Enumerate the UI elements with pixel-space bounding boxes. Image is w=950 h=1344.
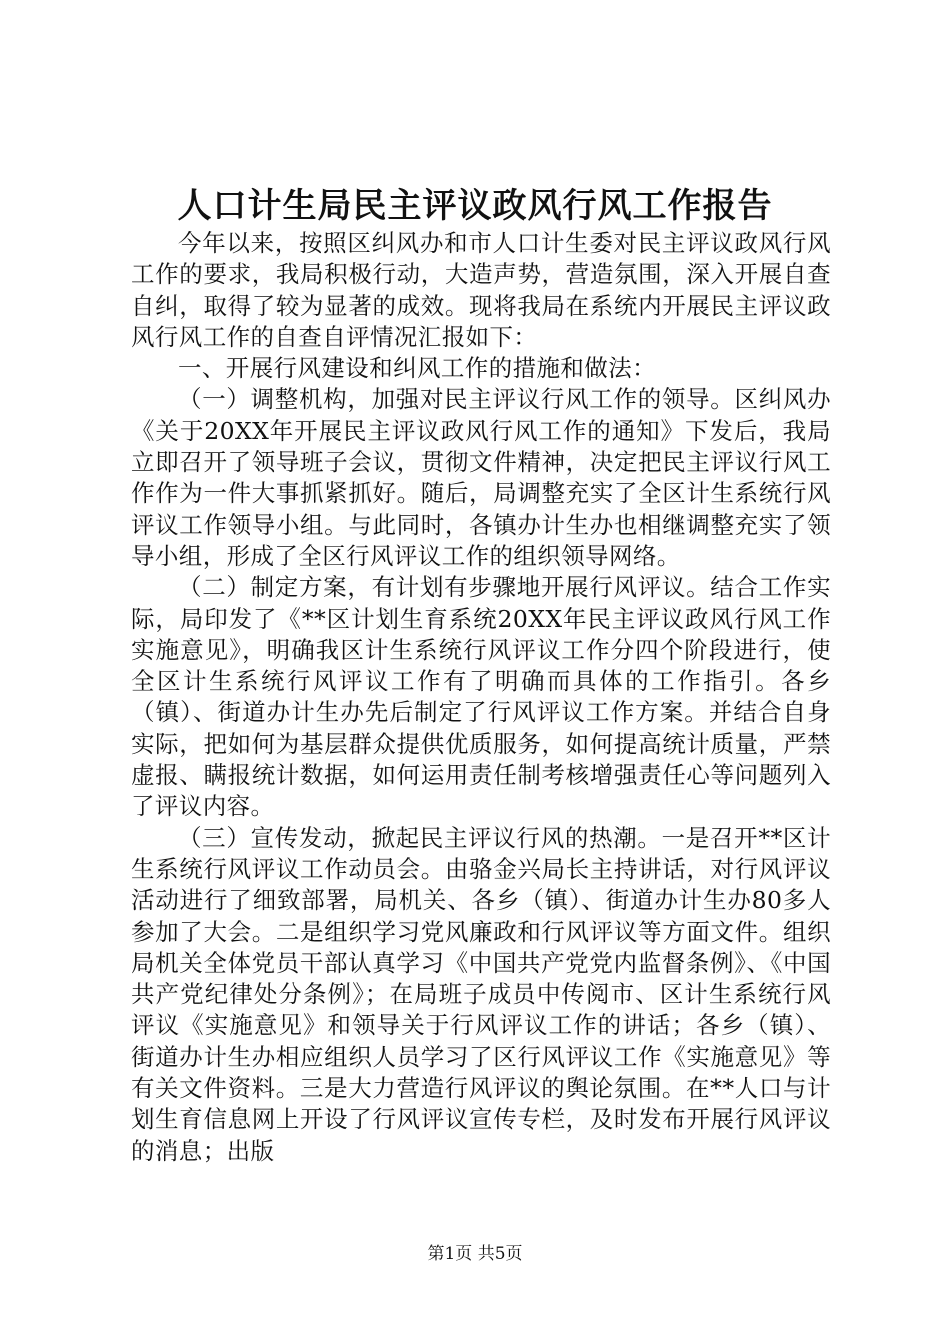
paragraph-intro: 今年以来，按照区纠风办和市人口计生委对民主评议政风行风工作的要求，我局积极行动，大造声势，营造氛围，深入开展自查自纠，取得了较为显著的成效。现将我局在系统内开展民主评议政风行风工作的自查自评情况汇报如下： (131, 229, 831, 351)
paragraph-section-heading: 一、开展行风建设和纠风工作的措施和做法： (178, 354, 656, 383)
document-title: 人口计生局民主评议政风行风工作报告 (177, 186, 773, 226)
paragraph-item-2: （二）制定方案，有计划有步骤地开展行风评议。结合工作实际，局印发了《**区计划生育系统20XX年民主评议政风行风工作实施意见》，明确我区计生系统行风评议工作分四个阶段进行，使全区计生系统行风评议工作有了明确而具体的工作指引。各乡（镇）、街道办计生办先后制定了行风评议工作方案。并结合自身实际，把如何为基层群众提供优质服务，如何提高统计质量，严禁虚报、瞒报统计数据，如何运用责任制考核增强责任心等问题列入了评议内容。 (131, 573, 831, 821)
page-number-footer: 第1页 共5页 (427, 1244, 523, 1264)
paragraph-item-1: （一）调整机构，加强对民主评议行风工作的领导。区纠风办《关于20XX年开展民主评议政风行风工作的通知》下发后，我局立即召开了领导班子会议，贯彻文件精神，决定把民主评议行风工作作为一件大事抓紧抓好。随后，局调整充实了全区计生系统行风评议工作领导小组。与此同时，各镇办计生办也相继调整充实了领导小组，形成了全区行风评议工作的组织领导网络。 (131, 385, 831, 570)
document-body (131, 228, 831, 1167)
paragraph-item-3: （三）宣传发动，掀起民主评议行风的热潮。一是召开**区计生系统行风评议工作动员会。由骆金兴局长主持讲话，对行风评议活动进行了细致部署，局机关、各乡（镇）、街道办计生办80多人参加了大会。二是组织学习党风廉政和行风评议等方面文件。组织局机关全体党员干部认真学习《中国共产党党内监督条例》、《中国共产党纪律处分条例》；在局班子成员中传阅市、区计生系统行风评议《实施意见》和领导关于行风评议工作的讲话；各乡（镇）、街道办计生办相应组织人员学习了区行风评议工作《实施意见》等有关文件资料。三是大力营造行风评议的舆论氛围。在**人口与计划生育信息网上开设了行风评议宣传专栏，及时发布开展行风评议的消息；出版 (131, 823, 831, 1165)
